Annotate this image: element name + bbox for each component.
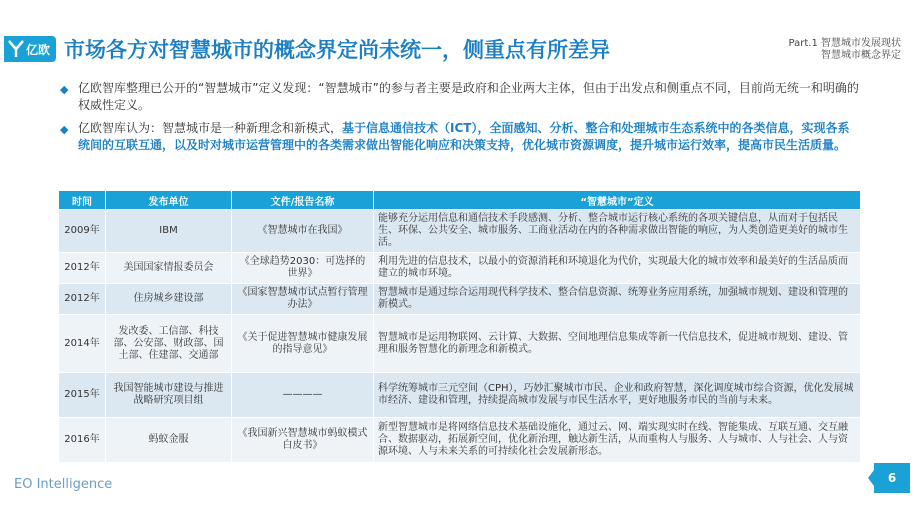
diamond-bullet-icon: ◆ bbox=[60, 123, 69, 136]
cell-doc: 《关于促进智慧城市健康发展的指导意见》 bbox=[232, 315, 374, 373]
cell-definition: 智慧城市是通过综合运用现代科学技术、整合信息资源、统筹业务应用系统，加强城市规划、建设和管理的新模式。 bbox=[374, 284, 861, 315]
section-part: Part.1 智慧城市发展现状 bbox=[788, 38, 901, 49]
table-row bbox=[59, 373, 861, 418]
cell-doc: 《全球趋势2030：可选择的世界》 bbox=[232, 253, 374, 284]
table-row bbox=[59, 210, 861, 253]
logo-text: 亿欧 bbox=[26, 42, 51, 57]
footer-brand: EO Intelligence bbox=[14, 477, 113, 492]
cell-org: 美国国家情报委员会 bbox=[106, 253, 232, 284]
section-subtitle: 智慧城市概念界定 bbox=[821, 50, 901, 61]
cell-definition: 能够充分运用信息和通信技术手段感测、分析、整合城市运行核心系统的各项关键信息，从而对于包括民生、环保、公共安全、城市服务、工商业活动在内的各种需求做出智能的响应，为人类创造更美好的城市生活。 bbox=[374, 210, 861, 253]
cell-definition: 科学统筹城市三元空间（CPH），巧妙汇聚城市市民、企业和政府智慧，深化调度城市综合资源，优化发展城市经济、建设和管理，持续提高城市发展与市民生活水平，更好地服务市民的当前与未来。 bbox=[374, 373, 861, 418]
table-row bbox=[59, 315, 861, 373]
bullet-prefix: 亿欧智库认为：智慧城市是一种新理念和新模式， bbox=[78, 121, 343, 135]
bullet-list bbox=[60, 80, 860, 160]
cell-doc: 《国家智慧城市试点暂行管理办法》 bbox=[232, 284, 374, 315]
cell-year: 2009年 bbox=[59, 210, 106, 253]
diamond-bullet-icon: ◆ bbox=[60, 83, 69, 96]
cell-org: 我国智能城市建设与推进战略研究项目组 bbox=[106, 373, 232, 418]
table-header-row bbox=[59, 191, 861, 210]
page-number: 6 bbox=[874, 463, 910, 493]
cell-year: 2014年 bbox=[59, 315, 106, 373]
cell-definition: 新型智慧城市是将网络信息技术基础设施化，通过云、网、端实现实时在线、智能集成、互联互通、交互融合、数据驱动，拓展新空间，优化新治理，触达新生活，从而重构人与服务、人与城市、人与社会、人与资源环境、人与未来关系的可持续化社会发展新形态。 bbox=[374, 418, 861, 463]
cell-doc: ———— bbox=[232, 373, 374, 418]
page-title: 市场各方对智慧城市的概念界定尚未统一，侧重点有所差异 bbox=[64, 38, 610, 62]
bullet-item bbox=[60, 80, 860, 114]
cell-org: 住房城乡建设部 bbox=[106, 284, 232, 315]
header-time: 时间 bbox=[59, 191, 106, 210]
table-row bbox=[59, 418, 861, 463]
bullet-highlight: 基于信息通信技术（ICT），全面感知、分析、整合和处理城市生态系统中的各类信息，实现各系统间的互联互通，以及时对城市运营管理中的各类需求做出智能化响应和决策支持，优化城市资源调度，提升城市运行效率，提高市民生活质量。 bbox=[78, 121, 850, 152]
definition-table bbox=[58, 190, 861, 463]
cell-year: 2016年 bbox=[59, 418, 106, 463]
header-definition: “智慧城市”定义 bbox=[374, 191, 861, 210]
logo bbox=[4, 36, 56, 62]
cell-doc: 《我国新兴智慧城市蚂蚁模式白皮书》 bbox=[232, 418, 374, 463]
logo-y-icon bbox=[8, 40, 24, 58]
cell-org: 蚂蚁金服 bbox=[106, 418, 232, 463]
cell-doc: 《智慧城市在我国》 bbox=[232, 210, 374, 253]
cell-year: 2012年 bbox=[59, 284, 106, 315]
bullet-text: 亿欧智库整理已公开的“智慧城市”定义发现：“智慧城市”的参与者主要是政府和企业两大主体，但由于出发点和侧重点不同，目前尚无统一和明确的权威性定义。 bbox=[78, 81, 859, 112]
cell-year: 2015年 bbox=[59, 373, 106, 418]
cell-org: IBM bbox=[106, 210, 232, 253]
table-row bbox=[59, 284, 861, 315]
cell-definition: 智慧城市是运用物联网、云计算、大数据、空间地理信息集成等新一代信息技术，促进城市规划、建设、管理和服务智慧化的新理念和新模式。 bbox=[374, 315, 861, 373]
cell-year: 2012年 bbox=[59, 253, 106, 284]
cell-definition: 利用先进的信息技术，以最小的资源消耗和环境退化为代价，实现最大化的城市效率和最美好的生活品质而建立的城市环境。 bbox=[374, 253, 861, 284]
section-label bbox=[789, 38, 901, 62]
bullet-item bbox=[60, 120, 860, 154]
header-doc: 文件/报告名称 bbox=[232, 191, 374, 210]
table-row bbox=[59, 253, 861, 284]
cell-org: 发改委、工信部、科技部、公安部、财政部、国土部、住建部、交通部 bbox=[106, 315, 232, 373]
header-org: 发布单位 bbox=[106, 191, 232, 210]
